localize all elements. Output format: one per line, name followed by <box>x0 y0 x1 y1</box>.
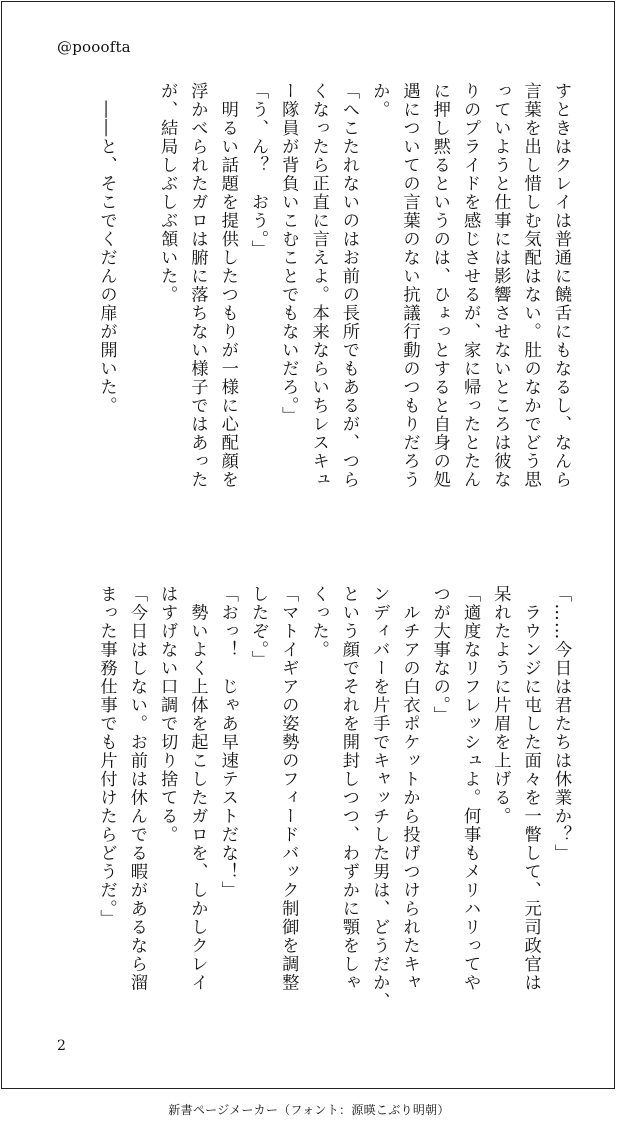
text-line: ラウンジに屯した面々を一瞥して、元司政官は <box>520 585 541 992</box>
text-line: 「マトイギアの姿勢のフィードバック制御を調整 <box>278 585 299 992</box>
page-number: 2 <box>57 1038 66 1054</box>
text-line: したぞ。」 <box>248 585 269 669</box>
text-line: ー隊員が背負いこむことでもないだろ。」 <box>278 82 299 425</box>
text-line: っていようと仕事には影響させないところは彼な <box>490 82 511 489</box>
author-handle: @pooofta <box>57 38 131 56</box>
text-line: という顔でそれを開封しつつ、わずかに顎をしゃ <box>338 585 359 992</box>
page-frame <box>1 1 615 1089</box>
text-line: 「今日はしない。お前は休んでる暇があるなら溜 <box>126 585 147 992</box>
text-line: 「う、ん？ おう。」 <box>248 82 269 259</box>
text-line: 「おっ！ じゃあ早速テストだな！」 <box>217 585 238 900</box>
text-line: すときはクレイは普通に饒舌にもなるし、なんら <box>551 82 571 489</box>
text-line: 明るい話題を提供したつもりが一様に心配顔を <box>217 82 238 489</box>
text-line: つが大事なの。」 <box>429 585 450 725</box>
text-line: 勢いよく上体を起こしたガロを、しかしクレイ <box>187 585 208 992</box>
text-line: くなったら正直に言えよ。本来ならいちレスキュ <box>308 82 329 489</box>
text-line: りのプライドを感じさせるが、家に帰ったとたん <box>460 82 481 489</box>
text-line: くった。 <box>308 585 329 659</box>
text-line: に押し黙るというのは、ひょっとすると自身の処 <box>429 82 450 489</box>
text-line: はすげない口調で切り捨てる。 <box>157 585 178 844</box>
upper-text-block <box>6 82 576 526</box>
text-line: が、結局しぶしぶ頷いた。 <box>157 82 178 304</box>
text-line: まった事務仕事でも片付けたらどうだ。」 <box>96 585 117 928</box>
text-line: 「へこたれないのはお前の長所でもあるが、つら <box>338 82 359 489</box>
text-line: 浮かべられたガロは腑に落ちない様子ではあった <box>187 82 208 489</box>
text-line: 「……今日は君たちは休業か？」 <box>551 585 571 863</box>
text-line: 呆れたように片眉を上げる。 <box>490 585 511 826</box>
lower-text-block <box>6 585 576 1029</box>
blank-line <box>122 82 152 526</box>
text-line: ――と、そこでくだんの扉が開いた。 <box>96 82 117 415</box>
text-line: 「適度なリフレッシュよ。何事もメリハリってや <box>460 585 481 992</box>
text-line: 遇についての言葉のない抗議行動のつもりだろう <box>399 82 420 489</box>
footer-credit: 新書ページメーカー（フォント：源暎こぶり明朝） <box>168 1103 450 1117</box>
text-line: ンディバーを片手でキャッチした男は、どうだか、 <box>369 585 390 1011</box>
text-line: 言葉を出し惜しむ気配はない。肚のなかでどう思 <box>520 82 541 489</box>
text-line: ルチアの白衣ポケットから投げつけられたキャ <box>399 585 420 992</box>
text-line: か。 <box>369 82 390 119</box>
